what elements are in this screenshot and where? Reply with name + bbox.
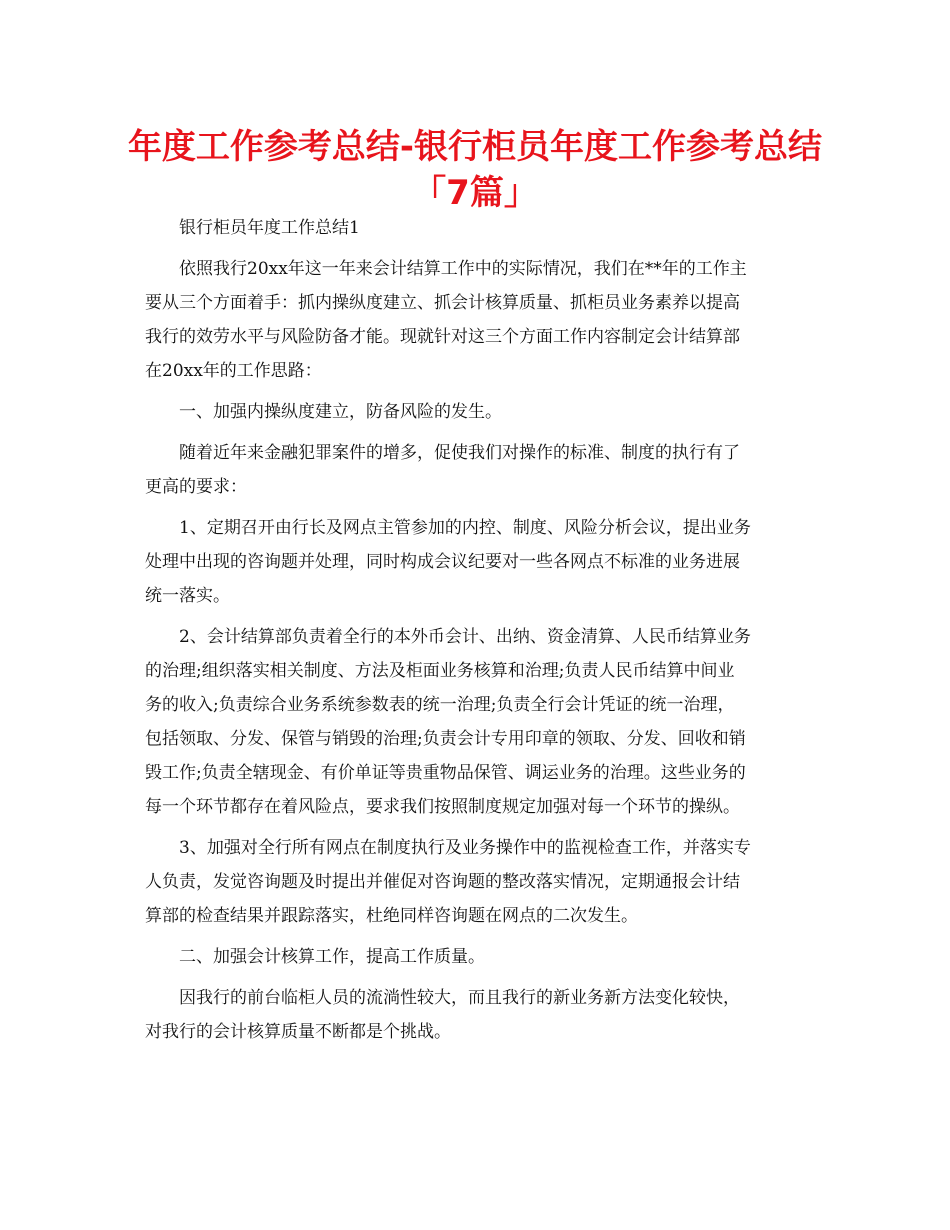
paragraph-line: 要从三个方面着手：抓内操纵度建立、抓会计核算质量、抓柜员业务素养以提高 xyxy=(145,293,740,313)
paragraph-line: 每一个环节都存在着风险点，要求我们按照制度规定加强对每一个环节的操纵。 xyxy=(145,797,740,817)
paragraph-line: 毁工作;负责全辖现金、有价单证等贵重物品保管、调运业务的治理。这些业务的 xyxy=(145,763,746,783)
document-title-line-1: 年度工作参考总结-银行柜员年度工作参考总结 xyxy=(127,127,823,167)
paragraph-line: 二、加强会计核算工作，提高工作质量。 xyxy=(179,947,485,967)
paragraph-line: 算部的检查结果并跟踪落实，杜绝同样咨询题在网点的二次发生。 xyxy=(145,906,638,926)
paragraph-line: 在20xx年的工作思路： xyxy=(145,361,322,381)
paragraph-line: 3、加强对全行所有网点在制度执行及业务操作中的监视检查工作，并落实专 xyxy=(179,838,751,858)
paragraph-line: 依照我行20xx年这一年来会计结算工作中的实际情况，我们在**年的工作主 xyxy=(179,259,747,279)
paragraph-heading-2 xyxy=(145,940,810,974)
paragraph-line: 一、加强内操纵度建立，防备风险的发生。 xyxy=(179,402,502,422)
document-title-line-2: 「7篇」 xyxy=(412,173,538,213)
paragraph-line: 包括领取、分发、保管与销毁的治理;负责会计专用印章的领取、分发、回收和销 xyxy=(145,729,746,749)
document-body xyxy=(145,211,810,1056)
paragraph-line: 对我行的会计核算质量不断都是个挑战。 xyxy=(145,1022,451,1042)
paragraph-closing xyxy=(145,981,810,1049)
paragraph-line: 2、会计结算部负责着全行的本外币会计、出纳、资金清算、人民币结算业务 xyxy=(179,627,751,647)
paragraph-line: 人负责，发觉咨询题及时提出并催促对咨询题的整改落实情况，定期通报会计结 xyxy=(145,872,740,892)
paragraph-line: 务的收入;负责综合业务系统参数表的统一治理;负责全行会计凭证的统一治理， xyxy=(145,695,735,715)
paragraph-line: 因我行的前台临柜人员的流淌性较大，而且我行的新业务新方法变化较快， xyxy=(179,988,740,1008)
paragraph-section-heading xyxy=(145,211,810,245)
paragraph-line: 1、定期召开由行长及网点主管参加的内控、制度、风险分析会议，提出业务 xyxy=(179,518,751,538)
paragraph-intro xyxy=(145,252,810,388)
paragraph-line: 的治理;组织落实相关制度、方法及柜面业务核算和治理;负责人民币结算中间业 xyxy=(145,661,735,681)
paragraph-item-2 xyxy=(145,620,810,824)
paragraph-context xyxy=(145,436,810,504)
paragraph-line: 统一落实。 xyxy=(145,586,230,606)
paragraph-line: 我行的效劳水平与风险防备才能。现就针对这三个方面工作内容制定会计结算部 xyxy=(145,327,740,347)
paragraph-heading-1 xyxy=(145,395,810,429)
paragraph-line: 更高的要求： xyxy=(145,477,247,497)
paragraph-item-1 xyxy=(145,511,810,613)
paragraph-item-3 xyxy=(145,831,810,933)
paragraph-line: 银行柜员年度工作总结1 xyxy=(179,218,360,238)
paragraph-line: 处理中出现的咨询题并处理，同时构成会议纪要对一些各网点不标准的业务进展 xyxy=(145,552,740,572)
paragraph-line: 随着近年来金融犯罪案件的增多，促使我们对操作的标准、制度的执行有了 xyxy=(179,443,740,463)
